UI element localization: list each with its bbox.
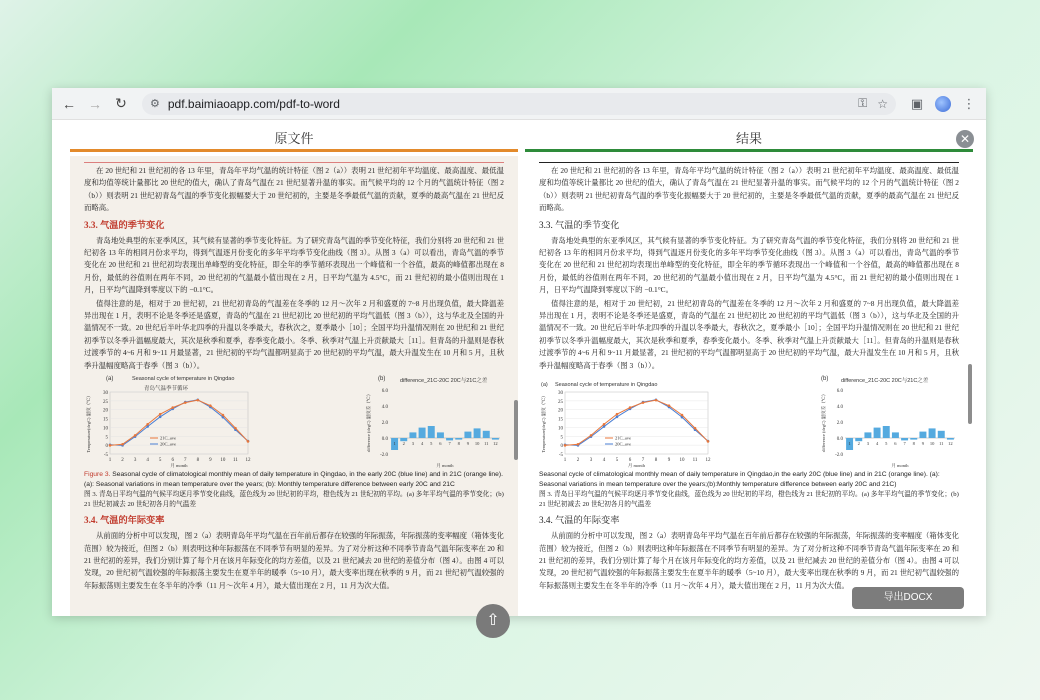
bar-month-12 (492, 438, 499, 440)
paragraph-4: 从前面的分析中可以发现，图 2（a）表明青岛年平均气温在百年前后都存在较强的年际振荡，年际振荡的变率幅度（箱体变化范围）较为接近，但图 2（b）则表明这种年际振荡在不同季节有明显的差异。为了对分析这种不同季节青岛气温年际变率在 20 和 21 世纪初的差异，我们分别计算了每个月在该月年际变化的均方差值，以及 21 世纪减去 20 世纪的差值分布（图 4）。由图 4 可以发现，20 世纪初气温较强的年际振荡主要发生在夏半年的暖季（5~10 月），最大变率出现在秋季的 9 月，而 21 世纪初气温较强的年际振荡则主要发生在冬半年的冷季（11 月～次年 4 月），最大值出现在 2 月，11 月为次大值。 (84, 531, 504, 590)
x-tick-label: 1 (848, 441, 851, 447)
y-tick-label: 20 (558, 408, 563, 414)
x-tick-label: 6 (894, 441, 897, 447)
data-point-20C_ave (616, 416, 619, 419)
x-tick-label: 4 (602, 458, 606, 464)
legend-entry: 21C_ave (160, 435, 176, 441)
data-point-21C_ave (121, 443, 124, 446)
y-axis-label: difference (degC) 温度差（℃） (366, 391, 371, 453)
x-tick-label: 7 (448, 441, 451, 447)
y-tick-label: 0 (105, 444, 108, 450)
y-tick-label: 0.0 (381, 437, 388, 443)
legend-entry: 20C_ave (615, 441, 631, 447)
section-heading-3-4: 3.4. 气温的年际变率 (539, 515, 620, 526)
result-page[interactable] (525, 156, 973, 616)
x-tick-label: 5 (158, 458, 162, 464)
x-tick-label: 2 (857, 441, 860, 447)
paragraph-1: 在 20 世纪和 21 世纪初的各 13 年里，青岛年平均气温的统计特征（图 2（a））表明 21 世纪初年平均温度、最高温度、最低温度和均值等统计量都比 20 世纪的值大，确认了青岛气温在 21 世纪显著升温的事实。而气候平均的 12 个月的气温统计特征（图 2（b））则表明 21 世纪初青岛气温的季节变化振幅要大于 20 世纪初的，主要是冬季最低气温的贡献，夏季的最高气温在 21 世纪反而略高。 (84, 166, 504, 213)
figure-number-cn: 图 3. (539, 491, 553, 499)
bar-month-3 (409, 432, 416, 438)
x-tick-label: 6 (171, 458, 174, 464)
figure-3 (539, 376, 959, 468)
data-point-21C_ave (209, 404, 212, 407)
x-tick-label: 3 (589, 458, 593, 464)
paragraph-3: 值得注意的是，相对于 20 世纪初，21 世纪初青岛的气温差在冬季的 12 月～次年 2 月和盛夏的 7~8 月出现负值，最大降温差异出现在 1 月，表明不论是冬季还是盛夏，青岛的气温在 21 世纪初比 20 世纪初的平均气温低（图 3（b）），这与华北及全国的升温情况不一致。20 世纪后半叶华北四季的升温以冬季最大，春秋次之，夏季最小［10］；全国平均升温情况则在 20 世纪和 21 世纪初季节以冬季升温幅度最大，其次是秋季和夏季，春季变化最小。冬季、秋季对气温上升贡献最大［11］。但青岛的升温则是春秋过渡季节的 4~6 月和 9~11 月最显著，21 世纪初的平均气温都明显高于 20 世纪初的平均气温，最大升温发生在 10 月和 5 月，且秋季升温幅度略高于春季（图 3（b））。 (84, 298, 504, 370)
bar-month-8 (455, 438, 462, 440)
bar-chart-left (364, 376, 504, 468)
data-point-21C_ave (603, 423, 606, 426)
original-file-header: 原文件 (70, 128, 518, 152)
x-tick-label: 9 (667, 458, 671, 464)
data-point-21C_ave (577, 443, 580, 446)
series-line-21C_ave (565, 400, 708, 445)
bar-chart-right (819, 376, 959, 468)
figure-caption-en: Seasonal cycle of climatological monthly mean of daily temperature in Qingdao,in the early 20C (blue line) and in 21C (orange line). (a): Seasonal variations in mean temperature over the years;(b):Monthly temperature difference between early 20C and 21C) (539, 471, 940, 489)
x-tick-label: 2 (576, 458, 580, 464)
x-tick-label: 3 (133, 458, 137, 464)
x-tick-label: 11 (939, 441, 944, 447)
x-tick-label: 8 (912, 441, 915, 447)
paragraph-3: 值得注意的是，相对于 20 世纪初，21 世纪初青岛的气温差在冬季的 12 月～次年 2 月和盛夏的 7~8 月出现负值，最大降温差异出现在 1 月，表明不论是冬季还是盛夏，青岛的气温在 21 世纪初比 20 世纪初的平均气温低（图 3（b）），这与华北及全国的升温情况不一致。20 世纪后半叶华北四季的升温以冬季最大，春秋次之，夏季最小［10］；全国平均升温情况则在 20 世纪和 21 世纪初季节以冬季升温幅度最大，其次是秋季和夏季，春季变化最小。冬季、秋季对气温上升贡献最大［11］。但青岛的升温则是春秋过渡季节的 4~6 月和 9~11 月最显著，21 世纪初的平均气温都明显高于 20 世纪初的平均气温，最大升温发生在 10 月和 5 月，且秋季升温幅度略高于春季（图 3（b））。 (539, 298, 959, 370)
figure-3a (84, 376, 254, 468)
x-tick-label: 10 (929, 441, 935, 447)
y-tick-label: 15 (103, 417, 108, 423)
export-docx-button[interactable]: 导出DOCX (852, 587, 964, 609)
data-point-21C_ave (171, 406, 174, 409)
bar-month-6 (437, 432, 444, 438)
paragraph-2: 青岛地处典型的东亚季风区，其气候有显著的季节变化特征。为了研究青岛气温的季节变化特征，我们分别将 20 世纪和 21 世纪初各 13 年的相同月份求平均，得到气温逐月份变化的多年平均季节变化曲线（图 3）。从图 3（a）可以看出，青岛气温的季节变化在 20 世纪和 21 世纪初均表现出单峰型的变化特征，即全年的季节循环表现出一个峰值和一个谷值，最高的峰值都出现在 8 月份，最低的谷值则在两年不同，20 世纪初的气温最小值出现在 2 月，日平均气温为 4.5°C，而 21 世纪初的最小值则出现在 1 月，日平均气温降到零度以下的 −0.1°C。 (539, 235, 959, 295)
x-tick-label: 8 (457, 441, 460, 447)
x-tick-label: 9 (921, 441, 925, 447)
section-heading-3-4: 3.4. 气温的年际变率 (84, 515, 165, 526)
series-line-21C_ave (110, 400, 248, 445)
plot-frame (110, 392, 248, 454)
y-tick-label: 4.0 (836, 405, 843, 411)
y-tick-label: 5 (105, 435, 108, 441)
y-tick-label: -5 (103, 453, 108, 459)
url-text: pdf.baimiaoapp.com/pdf-to-word (167, 96, 340, 111)
data-point-21C_ave (564, 444, 567, 447)
x-tick-label: 8 (654, 458, 658, 464)
x-tick-label: 11 (484, 441, 489, 447)
paragraph-1: 在 20 世纪和 21 世纪初的各 13 年里，青岛年平均气温的统计特征（图 2（a））表明 21 世纪初年平均温度、最高温度、最低温度和均值等统计量都比 20 世纪的值大，确认了青岛气温在 21 世纪显著升温的事实。而气候平均的 12 个月的气温统计特征（图 2（b））则表明 21 世纪初青岛气温的季节变化振幅要大于 20 世纪初的，主要是冬季最低气温的贡献，夏季的最高气温在 21 世纪反而略高。 (539, 166, 959, 213)
bar-month-9 (464, 432, 471, 438)
close-icon[interactable]: ✕ (956, 130, 974, 148)
y-tick-label: 6.0 (836, 389, 843, 395)
y-axis-label: difference (degC) 温度差（℃） (821, 391, 826, 453)
figure-3 (84, 376, 504, 468)
browser-toolbar (52, 88, 986, 120)
data-point-21C_ave (629, 406, 632, 409)
x-tick-label: 1 (393, 441, 396, 447)
data-point-21C_ave (146, 423, 149, 426)
fig-a-title-cn: 青岛气温季节循环 (144, 386, 189, 393)
y-tick-label: -5 (558, 453, 563, 459)
key-icon[interactable]: ⚿ (858, 96, 868, 110)
paragraph-2: 青岛地处典型的东亚季风区，其气候有显著的季节变化特征。为了研究青岛气温的季节变化特征，我们分别将 20 世纪和 21 世纪初各 13 年的相同月份求平均，得到气温逐月份变化的多年平均季节变化曲线（图 3）。从图 3（a）可以看出，青岛气温的季节变化在 20 世纪和 21 世纪初均表现出单峰型的变化特征，即全年的季节循环表现出一个峰值和一个谷值，最高的峰值都出现在 8 月份，最低的谷值则在两年不同，20 世纪初的气温最小值出现在 2 月，日平均气温为 4.5°C，而 21 世纪初的最小值则出现在 1 月，日平均气温降到零度以下的 −0.1°C。 (84, 235, 504, 295)
x-axis-label: 月 month (627, 463, 646, 469)
x-tick-label: 2 (402, 441, 405, 447)
x-tick-label: 7 (903, 441, 906, 447)
y-tick-label: 20 (103, 408, 108, 414)
data-point-21C_ave (159, 413, 162, 416)
y-tick-label: 10 (558, 426, 563, 432)
section-heading-3-3: 3.3. 气温的季节变化 (84, 219, 165, 230)
bar-month-4 (419, 428, 426, 438)
avatar-icon (935, 96, 951, 112)
bar-month-3 (864, 432, 871, 438)
y-tick-label: 25 (103, 399, 108, 405)
data-point-21C_ave (247, 440, 250, 443)
y-tick-label: 15 (558, 417, 563, 423)
data-point-21C_ave (134, 434, 137, 437)
data-point-21C_ave (616, 413, 619, 416)
back-arrow-icon[interactable]: ← (62, 95, 76, 112)
x-tick-label: 3 (411, 441, 415, 447)
fig-a-tag: (a) (106, 376, 114, 383)
x-tick-label: 10 (474, 441, 480, 447)
bar-month-6 (892, 432, 899, 438)
bar-month-5 (883, 426, 890, 438)
fig-b-title: difference_21C-20C 20C与21C之差 (841, 378, 929, 385)
data-point-21C_ave (707, 440, 710, 443)
x-tick-label: 5 (430, 441, 433, 447)
data-point-21C_ave (184, 401, 187, 404)
legend-entry: 20C_ave (160, 441, 176, 447)
y-tick-label: 25 (558, 399, 563, 405)
bar-month-11 (483, 431, 490, 438)
plot-frame (565, 392, 708, 454)
data-point-21C_ave (234, 427, 237, 430)
fig-a-tag: (a) (541, 382, 548, 389)
bar-month-12 (947, 438, 954, 440)
bar-month-11 (938, 431, 945, 438)
y-tick-label: 4.0 (381, 405, 388, 411)
bar-month-5 (428, 426, 435, 438)
figure-number: Figure 3. (84, 471, 111, 479)
y-tick-label: 0 (560, 444, 563, 450)
x-tick-label: 12 (245, 458, 251, 464)
x-tick-label: 2 (121, 458, 124, 464)
y-tick-label: 2.0 (381, 421, 388, 427)
figure-caption-en (84, 470, 504, 490)
x-axis-label: 月 month (170, 463, 188, 469)
x-tick-label: 12 (493, 441, 498, 447)
bar-month-4 (874, 428, 881, 438)
fig-b-tag: (b) (378, 376, 386, 383)
fig-b-title: difference_21C-20C 20C与21C之差 (400, 378, 488, 385)
page-rule (539, 162, 959, 163)
y-tick-label: 10 (103, 426, 108, 432)
y-tick-label: 30 (558, 391, 563, 397)
data-point-21C_ave (197, 399, 200, 402)
x-axis-label: 月 month (891, 463, 909, 469)
x-tick-label: 12 (705, 458, 711, 464)
y-tick-label: -2.0 (380, 453, 388, 459)
x-tick-label: 8 (196, 458, 200, 464)
x-tick-label: 11 (233, 458, 238, 464)
fig-a-title-en: Seasonal cycle of temperature in Qingdao (555, 382, 658, 389)
y-tick-label: 5 (560, 435, 563, 441)
figure-caption-en-text: Seasonal cycle of climatological monthly mean of daily temperature in Qingdao, in the early 20C (blue line) and in 21C (orange line). (a): Seasonal variations in mean temperature over the years; (b): Monthly temperature difference between early 20C and 21C (84, 471, 503, 489)
y-tick-label: 30 (103, 391, 108, 397)
bar-month-9 (919, 432, 926, 438)
viewer-content (52, 120, 986, 629)
x-tick-label: 3 (866, 441, 870, 447)
y-tick-label: 6.0 (381, 389, 388, 395)
data-point-21C_ave (681, 414, 684, 417)
data-point-21C_ave (642, 401, 645, 404)
section-heading-3-3: 3.3. 气温的季节变化 (539, 219, 620, 230)
profile-avatar[interactable] (932, 93, 954, 115)
figure-caption-cn-text: 青岛日平均气温的气候平均逐月季节变化曲线，蓝色线为 20 世纪初的平均，橙色线为 21 世纪初的平均。(a) 多年平均气温的季节变化；(b) 21 世纪初减去 20 世纪初各月的气温差 (539, 491, 959, 509)
data-point-21C_ave (655, 399, 658, 402)
legend-entry: 21C_ave (615, 435, 631, 441)
figure-caption-cn (84, 490, 504, 510)
figure-caption-cn-text: 青岛日平均气温的气候平均逐月季节变化曲线，蓝色线为 20 世纪初的平均，橙色线为 21 世纪初的平均。(a) 多年平均气温的季节变化；(b) 21 世纪初减去 20 世纪初各月的气温差 (84, 491, 504, 509)
reload-icon[interactable]: ↻ (115, 95, 127, 111)
figure-caption-cn (539, 490, 959, 510)
x-tick-label: 7 (184, 458, 187, 464)
data-point-21C_ave (590, 434, 593, 437)
x-tick-label: 6 (628, 458, 632, 464)
upload-arrow-icon[interactable]: ⇧ (476, 604, 510, 638)
x-tick-label: 5 (615, 458, 619, 464)
fig-b-tag: (b) (821, 376, 829, 383)
figure-3a (539, 376, 714, 468)
x-axis-label: 月 month (436, 463, 454, 469)
fig-a-title-en: Seasonal cycle of temperature in Qingdao (132, 376, 235, 383)
data-point-20C_ave (159, 416, 162, 419)
x-tick-label: 4 (875, 441, 879, 447)
x-tick-label: 7 (641, 458, 645, 464)
line-chart-right (539, 376, 714, 468)
site-info-icon[interactable]: ⚙ (150, 98, 160, 110)
x-tick-label: 4 (146, 458, 149, 464)
figure-3b (364, 376, 504, 468)
extensions-puzzle-icon[interactable]: ▣ (910, 95, 924, 111)
address-bar[interactable] (142, 93, 896, 115)
x-tick-label: 1 (563, 458, 567, 464)
paragraph-4: 从前面的分析中可以发现，图 2（a）表明青岛年平均气温在百年前后都存在较强的年际振荡，年际振荡的变率幅度（箱体变化范围）较为接近，但图 2（b）则表明这种年际振荡在不同季节有明显的差异。为了对分析这种不同季节青岛气温年际变率在 20 和 21 世纪初的差异，我们分别计算了每个月在该月年际变化的均方差值，以及 21 世纪减去 20 世纪的差值分布（图 4）。由图 4 可以发现，20 世纪初气温较强的年际振荡主要发生在夏半年的暖季（5~10 月），最大变率出现在秋季的 9 月，而 21 世纪初气温较强的年际振荡则主要发生在冬半年的冷季（11 月～次年 4 月），最大值出现在 2 月，11 月为次大值。 (539, 531, 959, 590)
y-axis-label: Temperature(degC) 温度（℃） (541, 393, 546, 453)
left-scrollbar[interactable] (514, 400, 518, 460)
figure-3b (819, 376, 959, 468)
x-tick-label: 11 (692, 458, 698, 464)
x-tick-label: 6 (439, 441, 442, 447)
x-tick-label: 5 (885, 441, 888, 447)
bookmark-star-icon[interactable]: ☆ (877, 96, 888, 111)
y-tick-label: -2.0 (835, 453, 843, 459)
data-point-21C_ave (694, 427, 697, 430)
y-axis-label: Temperature(degC) 温度（℃） (86, 393, 91, 453)
browser-window (52, 88, 986, 629)
bar-month-8 (910, 438, 917, 440)
y-tick-label: 2.0 (836, 421, 843, 427)
result-header: 结果 (525, 128, 973, 152)
forward-arrow-icon[interactable]: → (88, 95, 102, 112)
x-tick-label: 1 (108, 458, 112, 464)
more-menu-icon[interactable]: ⋮ (962, 95, 976, 111)
page-rule (84, 162, 504, 163)
x-tick-label: 12 (948, 441, 953, 447)
bar-month-10 (474, 428, 481, 438)
y-tick-label: 0.0 (836, 437, 843, 443)
right-scrollbar[interactable] (968, 364, 972, 424)
figure-number-cn: 图 3. (84, 491, 98, 499)
x-tick-label: 10 (220, 458, 226, 464)
x-tick-label: 10 (679, 458, 685, 464)
data-point-21C_ave (109, 444, 112, 447)
data-point-21C_ave (222, 414, 225, 417)
x-tick-label: 4 (420, 441, 424, 447)
x-tick-label: 9 (209, 458, 212, 464)
bar-month-10 (929, 428, 936, 438)
x-tick-label: 9 (466, 441, 470, 447)
original-page[interactable] (70, 156, 518, 616)
data-point-21C_ave (668, 404, 671, 407)
